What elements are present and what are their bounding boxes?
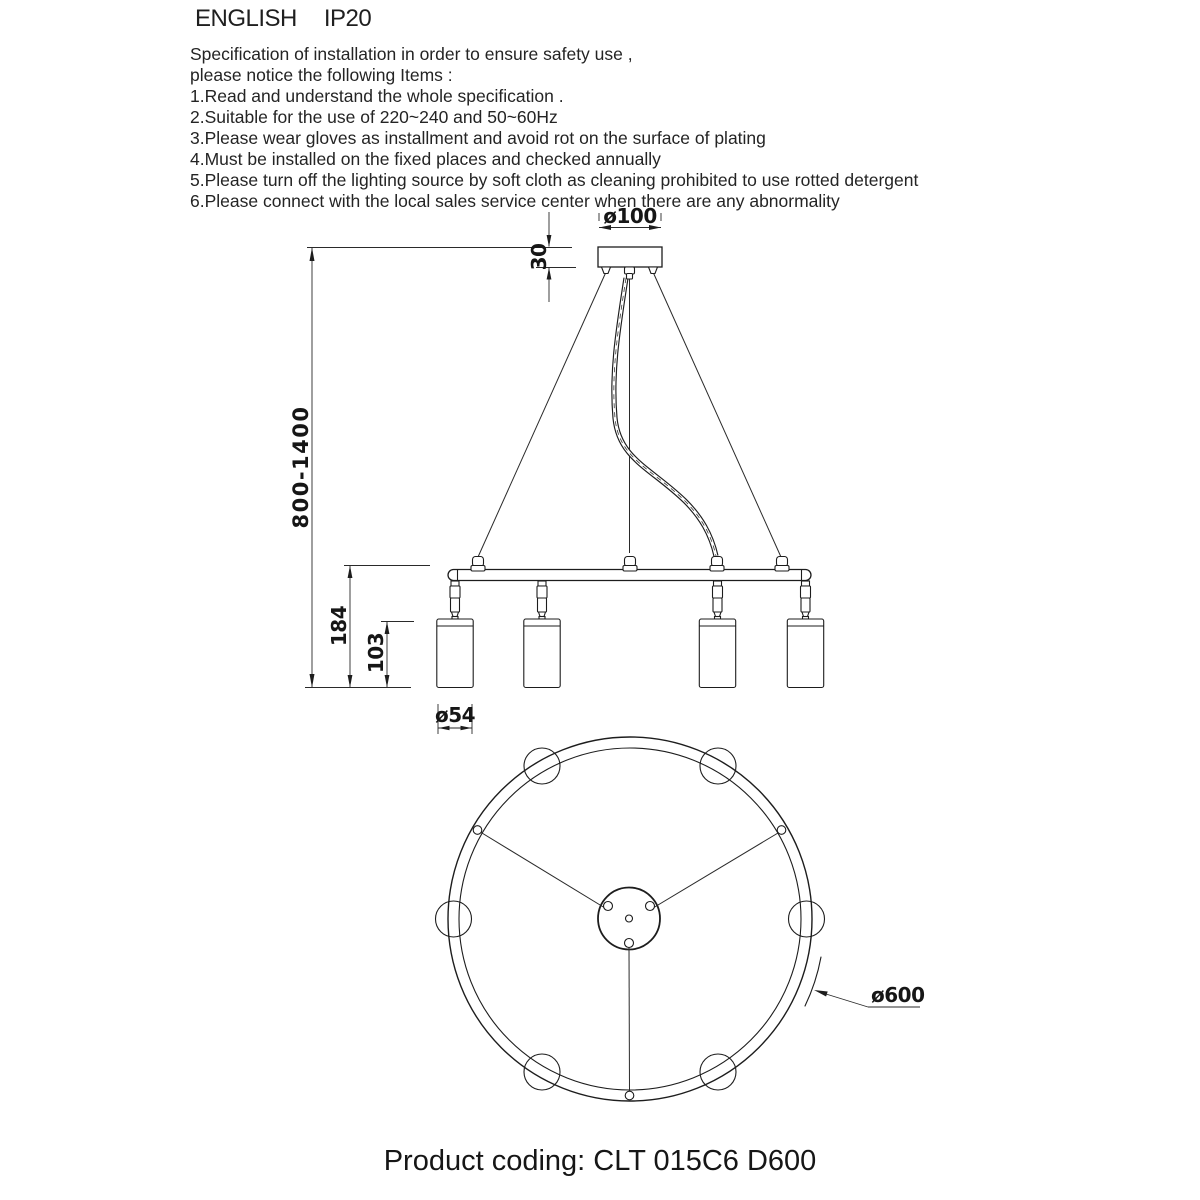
spec-item-2: 2.Suitable for the use of 220~240 and 50~60Hz: [190, 107, 558, 127]
hub-center-hole: [626, 915, 633, 922]
dim-canopy-height: [307, 212, 576, 302]
spoke-anchor-bottom: [625, 1091, 634, 1100]
side-view: [289, 204, 824, 734]
spoke-upper-right: [653, 832, 781, 909]
hub-hole-bottom: [625, 939, 634, 948]
cord-knob: [710, 557, 724, 572]
dim-suspension-height: [289, 248, 315, 688]
spec-item-1: 1.Read and understand the whole specification .: [190, 86, 564, 106]
suspension-height-label: 800-1400: [289, 405, 313, 529]
spec-item-3: 3.Please wear gloves as installment and avoid rot on the surface of plating: [190, 128, 766, 148]
hub-hole-upper-left: [604, 902, 613, 911]
ip-rating-label: IP20: [323, 5, 372, 32]
spec-intro-line-1: Specification of installation in order to ensure safety use ,: [190, 44, 633, 64]
language-label: ENGLISH: [195, 5, 297, 32]
lamp-top-1: [789, 901, 825, 937]
fixture-height-label: 184: [327, 605, 351, 647]
ceiling-canopy: [598, 247, 662, 279]
spec-intro-line-2: please notice the following Items :: [190, 65, 453, 85]
top-view: [436, 737, 925, 1101]
suspension-wire-left: [478, 272, 606, 557]
suspension-knob-left: [471, 557, 485, 572]
dim-canopy-diameter: [599, 204, 661, 230]
spoke-anchor-upper-right: [777, 826, 786, 835]
lamp-top-4: [436, 901, 472, 937]
canopy-cord-outlet: [625, 267, 635, 279]
shade-height-label: 103: [364, 632, 388, 674]
canopy-height-label: 30: [527, 243, 551, 271]
canopy-nipple-left: [602, 267, 611, 274]
canopy-diameter-label: ø100: [603, 204, 657, 228]
spoke-bottom: [629, 947, 630, 1091]
shade-diameter-label: ø54: [434, 703, 476, 727]
ring-diameter-label: ø600: [871, 983, 925, 1007]
suspension-knob-center: [623, 557, 637, 572]
suspension-wire-right: [653, 272, 781, 557]
lamp-side-1: [437, 581, 473, 688]
suspension-knob-right: [775, 557, 789, 572]
suspension-wires: [478, 272, 781, 557]
dim-shade-height: [364, 622, 414, 688]
lamp-side-3: [699, 581, 735, 688]
lamp-side-2: [524, 581, 560, 688]
spec-item-6: 6.Please connect with the local sales service center when there are any abnormality: [190, 191, 840, 211]
lamp-side-4: [787, 581, 823, 688]
hub-hole-upper-right: [646, 902, 655, 911]
dim-shade-diameter: [435, 703, 475, 734]
spec-item-5: 5.Please turn off the lighting source by soft cloth as cleaning prohibited to use rotted detergent: [190, 170, 919, 190]
product-coding: Product coding: CLT 015C6 D600: [383, 1145, 817, 1177]
dim-ring-diameter: [805, 957, 925, 1007]
spoke-anchor-upper-left: [473, 826, 482, 835]
canopy-nipple-right: [649, 267, 658, 274]
spoke-upper-left: [480, 832, 606, 909]
spec-item-4: 4.Must be installed on the fixed places and checked annually: [190, 149, 661, 169]
